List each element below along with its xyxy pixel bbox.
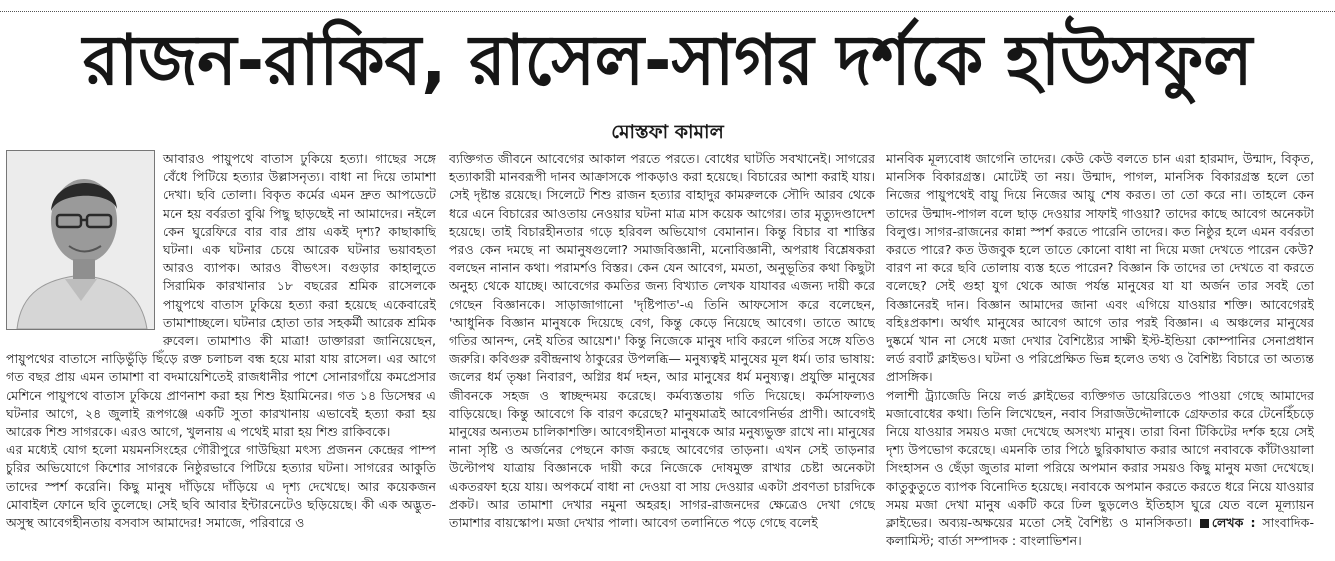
author-credit-text: সাংবাদিক-কলামিস্ট; বার্তা সম্পাদক : বাংলাভিশন। <box>886 515 1314 549</box>
paragraph-text: পলাশী ট্র্যাজেডি নিয়ে লর্ড ক্লাইভের ব্যক্তিগত ডায়েরিতেও পাওয়া গেছে আমাদের মজাবোধের কথা। তিনি লিখেছেন, নবাব সিরাজউদ্দৌলাকে গ্রেফতার করে টেনেহিঁচড়ে নিয়ে যাওয়ার সময়ও মজা দেখেছে অসংখ্য মানুষ। তারা বিনা টিকিটের দর্শক হয়ে সেই দৃশ্য উপভোগ করেছে। এমনকি তার পিঠে ছুরিকাঘাত করার আগে নবাবকে কাঁটাওয়ালা সিংহাসন ও ছেঁড়া জুতার মালা পরিয়ে অপমান করার সময়ও কিছু মানুষ মজা দেখেছে। কাতুকুতুতে ব্যাপক বিনোদিত হয়েছে। নবাবকে অপমান করতে করতে ধরে নিয়ে যাওয়ার সময় মজা দেখা মানুষ একটি করে ঢিল ছুড়লেও ইতিহাস ঘুরে যেত বলে মূল্যায়ন ক্লাইভের। অব্যয়-অক্ষয়ের মতো সেই বৈশিষ্ট্য ও মানসিকতা। <box>886 387 1314 531</box>
author-credit-label: লেখক : <box>1211 515 1256 531</box>
headline: রাজন-রাকিব, রাসেল-সাগর দর্শকে হাউসফুল <box>82 19 1253 101</box>
paragraph: মানবিক মূল্যবোধ জাগেনি তাদের। কেউ কেউ বলতে চান এরা হারমাদ, উন্মাদ, বিকৃত, মানসিক বিকারগ্রস্ত। মোটেই তা নয়। উন্মাদ, পাগল, মানসিক বিকারগ্রস্ত হলে তো নিজের পায়ুপথেই বায়ু দিয়ে নিজের আয়ু শেষ করত। তা তো করে না। তাহলে কেন তাদের উন্মাদ-পাগল বলে ছাড় দেওয়ার সাফাই গাওয়া? তাদের কাছে আবেগ অনেকটা বিলুপ্ত। সাগর-রাজনের কান্না স্পর্শ করতে পারেনি তাদের। কত নিষ্ঠুর হলে এমন বর্বরতা করতে পারে? কত উজবুক হলে তাতে কোনো বাধা না দিয়ে মজা দেখতে পারেন কেউ? বারণ না করে ছবি তোলায় ব্যস্ত হতে পারেন? বিজ্ঞান কি তাদের তা দেখতে বা করতে বলেছে? সেই গুহা যুগ থেকে আজ পর্যন্ত মানুষের যা যা অর্জন তার সবই তো বিজ্ঞানেরই দান। বিজ্ঞান আমাদের জানা এবং এগিয়ে যাওয়ার শক্তি। আবেগেরই বহিঃপ্রকাশ। অর্থাৎ মানুষের আবেগ আগে তার পরই বিজ্ঞান। এ অঞ্চলের মানুষের দুষ্কর্মে খান না সেধে মজা দেখার বৈশিষ্ট্যের সাক্ষী ইস্ট-ইন্ডিয়া কোম্পানির সেনাপ্রধান লর্ড রবার্ট ক্লাইভও। ঘটনা ও পরিপ্রেক্ষিত ভিন্ন হলেও তথ্য ও বৈশিষ্ট্য বিচারে তা অত্যন্ত প্রাসঙ্গিক। <box>886 151 1314 385</box>
paragraph: আবারও পায়ুপথে বাতাস ঢুকিয়ে হত্যা। গাছের সঙ্গে বেঁধে পিটিয়ে হত্যার উল্লাসনৃত্য। বাধা না দিয়ে তামাশা দেখা। ছবি তোলা। বিকৃত কর্মের এমন দ্রুত আপডেটে মনে হয় বর্বরতা বুঝি পিছু ছাড়ছেই না আমাদের। নইলে কেন ঘুরেফিরে বার বার প্রায় একই দৃশ্য? কাছাকাছি ঘটনা। এক ঘটনার চেয়ে আরেক ঘটনার ভয়াবহতা আরও ব্যাপক। আরও বীভৎস। বগুড়ার কাহালুতে সিরামিক কারখানার ১৮ বছরের শ্রমিক রাসেলকে পায়ুপথে বাতাস ঢুকিয়ে হত্যা করা হয়েছে একেবারেই তামাশাচ্ছলে। ঘটনার হোতা তার সহকর্মী আরেক শ্রমিক রুবেল। তামাশাও কী মাত্রা! ডাক্তাররা জানিয়েছেন, পায়ুপথের বাতাসে নাড়িভুঁড়ি ছিঁড়ে রক্ত চলাচল বন্ধ হয়ে মারা যায় রাসেল। এর আগে গত বছর প্রায় এমন তামাশা বা বদমায়েশিতেই রাজধানীর পাশে সোনারগাঁয়ে কমপ্রেসার মেশিনে পায়ুপথে বাতাস ঢুকিয়ে প্রাণনাশ করা হয় শিশু ইয়ামিনের। গত ১৪ ডিসেম্বর এ ঘটনার আগে, ২৪ জুলাই রূপগঞ্জে একটি সুতা কারখানায় এভাবেই হত্যা করা হয় আরেক শিশু সাগরকে। এরও আগে, খুলনায় এ পথেই মারা হয় শিশু রাকিবকে। <box>6 151 436 440</box>
paragraph: ব্যক্তিগত জীবনে আবেগের আকাল পরতে পরতে। বোধের ঘাটতি সবখানেই। সাগরের হত্যাকারী মানবরূপী দানব আক্রাসকে পাকড়াও করা হয়েছে। বিচারের আশা করাই যায়। সেই দৃষ্টান্ত রয়েছে। সিলেটে শিশু রাজন হত্যার বাহাদুর কামরুলকে সৌদি আরব থেকে ধরে এনে বিচারের আওতায় নেওয়ার ঘটনা মাত্র মাস কয়েক আগের। তার মৃত্যুদণ্ডাদেশ হয়েছে। তাই বিচারহীনতার গড়ে হরিবল অভিযোগ বেমানান। কিন্তু বিচার বা শাস্তির পরও কেন দমছে না অমানুষগুলো? সমাজবিজ্ঞানী, মনোবিজ্ঞানী, অপরাধ বিশ্লেষকরা বলছেন নানান কথা। পরামর্শও বিস্তর। কেন যেন আবেগ, মমতা, অনুভূতির কথা কিছুটা অনুহ্য থেকে যাচ্ছে। আবেগের কমতির জন্য বিখ্যাত লেখক যাযাবর এজন্য দায়ী করে গেছেন বিজ্ঞানকে। সাড়াজাগানো 'দৃষ্টিপাত'-এ তিনি আফসোস করে বলেছেন, 'আধুনিক বিজ্ঞান মানুষকে দিয়েছে বেগ, কিন্তু কেড়ে নিয়েছে আবেগ। তাতে আছে গতির আনন্দ, নেই যতির আয়েশ।' কিন্তু নিজেকে মানুষ দাবি করলে গতির সঙ্গে যতিও জরুরি। কবিগুরু রবীন্দ্রনাথ ঠাকুরের উপলব্ধি— মনুষ্যত্বই মানুষের মূল ধর্ম। তার ভাষায়: জলের ধর্ম তৃষ্ণা নিবারণ, অগ্নির ধর্ম দহন, আর মানুষের ধর্ম মনুষ্যত্ব। প্রযুক্তি মানুষের জীবনকে সহজ ও স্বাচ্ছন্দময় করেছে। কর্মব্যস্ততায় গতি দিয়েছে। কর্মসাফল্যও বাড়িয়েছে। কিন্তু আবেগে কি বারণ করেছে? মানুষমাত্রই আবেগনির্ভর প্রাণী। আবেগই মানুষের অন্যতম চালিকাশক্তি। আবেগহীনতা মানুষকে আর মনুষ্যভুক্ত রাখে না। মানুষের নানা সৃষ্টি ও অর্জনের পেছনে কাজ করছে আবেগের তাড়না। এখন সেই তাড়নার উল্টোপথ যাত্রায় বিজ্ঞানকে দায়ী করে নিজেকে দোষমুক্ত রাখার চেষ্টা অনেকটা একতরফা হয়ে যায়। অপকর্মে বাধা না দেওয়া বা সায় দেওয়ার একটা প্রবণতা চারদিকে প্রকট। আর তামাশা দেখার নমুনা অহরহ। সাগর-রাজনদের ক্ষেত্রেও দেখা গেছে তামাশার বায়স্কোপ। মজা দেখার পালা। আবেগ তলানিতে পড়ে গেছে বলেই <box>449 151 875 531</box>
paragraph: এর মধ্যেই যোগ হলো ময়মনসিংহের গৌরীপুরে গাউছিয়া মৎস্য প্রজনন কেন্দ্রের পাম্প চুরির অভিযোগে কিশোর সাগরকে নিষ্ঠুরভাবে পিটিয়ে হত্যার ঘটনা। সাগরের আকুতি তাদের স্পর্শ করেনি। কিছু মানুষ দাঁড়িয়ে দাঁড়িয়ে এ দৃশ্য দেখেছে। আর কয়েকজন মোবাইল ফোনে ছবি তুলেছে। সেই ছবি আবার ইন্টারনেটেও ছড়িয়েছে। কী এক অদ্ভুত-অসুস্থ আবেগহীনতায় বসবাস আমাদের! সমাজে, পরিবারে ও <box>6 442 436 531</box>
square-bullet-icon <box>1200 519 1209 528</box>
byline: মোস্তফা কামাল <box>611 121 724 143</box>
author-portrait-image <box>7 151 154 329</box>
author-photo <box>6 150 155 330</box>
paragraph-with-credit <box>886 387 1314 551</box>
article-column-3 <box>886 150 1314 558</box>
article-column-2 <box>449 150 875 558</box>
article-column-1 <box>6 150 436 558</box>
top-dotted-rule <box>0 11 1335 12</box>
